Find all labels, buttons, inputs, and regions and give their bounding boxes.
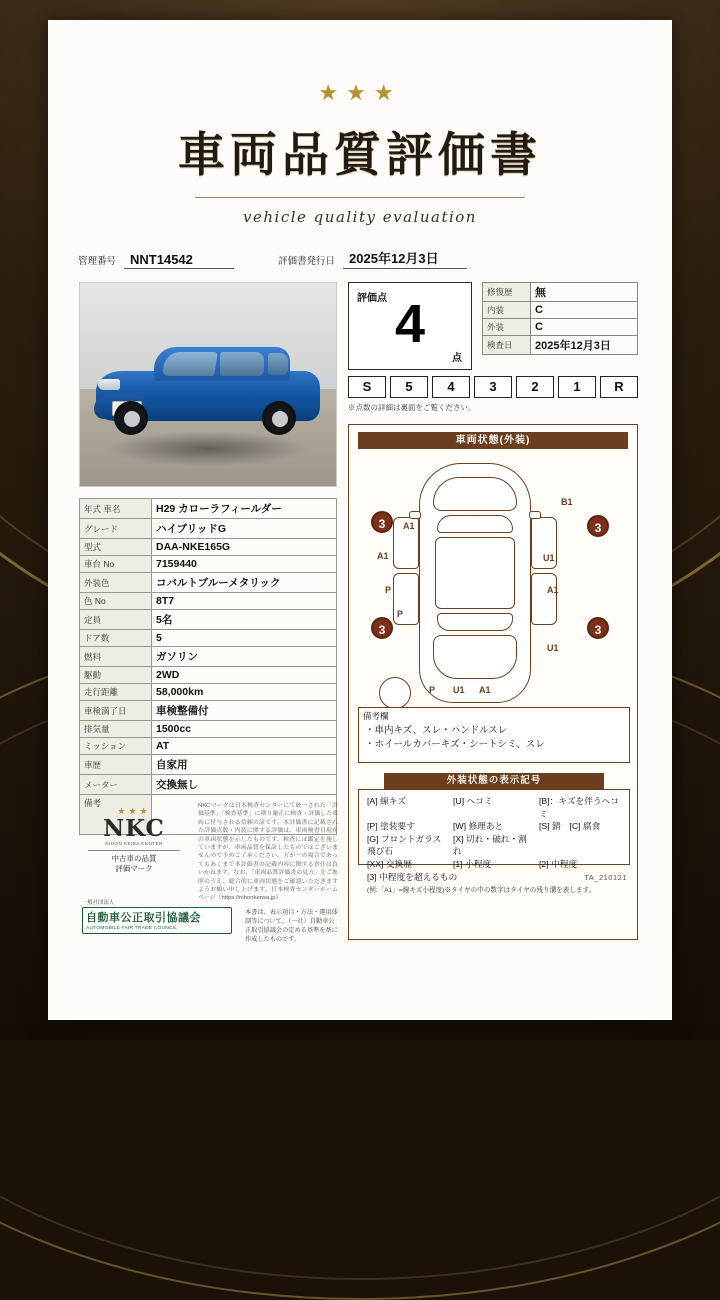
table-row (80, 610, 337, 630)
tire-marker-rear-right: 3 (587, 617, 609, 639)
scale-cell: 4 (432, 376, 470, 398)
spec-key: 走行距離 (80, 684, 152, 701)
legend-note: (例:「A1」=線キズ小程度)※タイヤの中の数字はタイヤの残り溝を表します。 (367, 887, 596, 895)
spec-key: 車検満了日 (80, 701, 152, 721)
control-no-label: 管理番号 (78, 256, 117, 267)
legend-item: [XX] 交換歴 (367, 858, 412, 869)
nkc-divider (88, 850, 180, 851)
afc-badge (82, 898, 232, 934)
spec-value: 5 (152, 630, 337, 647)
spec-value: 58,000km (152, 684, 337, 701)
remarks-box (358, 707, 630, 763)
spec-key: 駆動 (80, 667, 152, 684)
car-illustration (92, 345, 324, 441)
title-divider (195, 197, 525, 198)
spec-key: ドア数 (80, 630, 152, 647)
afc-logo-box (82, 907, 232, 934)
afc-disclaimer-text: 本書は、表示項目・方法・運用体制等について、（一社）自動車公正取引協議会の定める基準を基に作成したものです。 (245, 909, 338, 943)
evaluation-score-box (348, 282, 472, 370)
damage-code: P (397, 609, 404, 619)
document-code: TA_210121 (584, 873, 627, 882)
table-row (80, 573, 337, 593)
spec-value: 自家用 (152, 755, 337, 775)
damage-code: B1 (561, 497, 573, 507)
eval-value: 無 (531, 283, 638, 302)
remark-line: ・ホイールカバーキズ・シートシミ、スレ (365, 739, 545, 750)
damage-code: U1 (453, 685, 465, 695)
table-row (483, 336, 638, 355)
car-window-mid (220, 352, 264, 376)
diagram-hood (433, 477, 517, 511)
damage-code: P (385, 585, 392, 595)
diagram-windshield (437, 515, 513, 533)
damage-code: A1 (547, 585, 559, 595)
spec-key: 車台 No (80, 556, 152, 573)
legend-item: [1] 小程度 (453, 858, 492, 869)
remarks-content (365, 724, 545, 752)
nkc-logo-subtitle: NIHON KEIBA CENTER (105, 841, 163, 847)
spec-key: 色 No (80, 593, 152, 610)
car-headlight (98, 379, 120, 390)
legend-item: [X] 切れ・破れ・割れ (453, 833, 527, 857)
nkc-logo: NKC (103, 815, 165, 842)
diagram-mirror-left (409, 511, 421, 519)
table-row (80, 556, 337, 573)
table-row (80, 667, 337, 684)
spec-key: 排気量 (80, 721, 152, 738)
legend-grid (367, 795, 621, 883)
vehicle-photo (79, 282, 337, 487)
spec-key: 車歴 (80, 755, 152, 775)
spec-key: グレード (80, 519, 152, 539)
damage-code: P (429, 685, 436, 695)
scale-note: ※点数の詳細は裏面をご覧ください。 (348, 403, 476, 412)
table-row (80, 721, 337, 738)
score-label: 評価点 (357, 293, 387, 304)
afc-name-en: AUTOMOBILE FAIR TRADE COUNCIL (86, 926, 178, 931)
nkc-badge (82, 806, 186, 874)
spec-key: 年式 車名 (80, 499, 152, 519)
legend-item: [B]：キズを伴うヘコミ (539, 796, 619, 819)
table-row (80, 630, 337, 647)
legend-item: [U] ヘコミ (453, 796, 493, 806)
diagram-title: 車両状態(外装) (358, 432, 628, 449)
table-row (483, 319, 638, 336)
scale-cell: 3 (474, 376, 512, 398)
car-wheel-front (114, 401, 148, 435)
diagram-rear-window (437, 613, 513, 631)
damage-code: U1 (543, 553, 555, 563)
score-scale (348, 376, 638, 398)
table-row (80, 738, 337, 755)
car-wheel-rear (262, 401, 296, 435)
issue-date-value: 2025年12月3日 (343, 248, 467, 269)
spec-value: コバルトブルーメタリック (152, 573, 337, 593)
eval-value: 2025年12月3日 (531, 336, 638, 355)
table-row (483, 302, 638, 319)
spec-key: 外装色 (80, 573, 152, 593)
table-row (80, 775, 337, 795)
spec-value: ハイブリッドG (152, 519, 337, 539)
scale-cell: R (600, 376, 638, 398)
spec-value: DAA-NKE165G (152, 539, 337, 556)
car-window-rear (268, 353, 288, 375)
scale-cell: 2 (516, 376, 554, 398)
legend-item: [A] 線キズ (367, 796, 406, 806)
table-row (80, 755, 337, 775)
eval-value: C (531, 302, 638, 319)
exterior-condition-panel (348, 424, 638, 940)
diagram-spare-tire (379, 677, 411, 709)
car-window-front (162, 352, 218, 376)
evaluation-summary-table (482, 282, 638, 355)
tire-marker-rear-left: 3 (371, 617, 393, 639)
afc-name-jp: 自動車公正取引協議会 (86, 912, 201, 924)
spec-key: ミッション (80, 738, 152, 755)
tire-marker-front-left: 3 (371, 511, 393, 533)
page-title: 車両品質評価書 (178, 128, 542, 183)
tire-marker-front-right: 3 (587, 515, 609, 537)
damage-code: A1 (403, 521, 415, 531)
eval-key: 修復歴 (483, 283, 531, 302)
spec-value: 車検整備付 (152, 701, 337, 721)
spec-value: 5名 (152, 610, 337, 630)
damage-code: A1 (377, 551, 389, 561)
remarks-label: 備考欄 (363, 711, 389, 721)
diagram-roof (435, 537, 515, 609)
spec-value: 7159440 (152, 556, 337, 573)
spec-value: 交換無し (152, 775, 337, 795)
legend-item: [3] 中程度を超えるもの (367, 871, 458, 882)
score-value: 4 (394, 294, 426, 354)
nkc-caption-line2: 評価マーク (115, 864, 153, 874)
document-sheet (48, 20, 672, 1020)
legend-title: 外装状態の表示記号 (384, 773, 604, 789)
nkc-disclaimer-text: NKCマークは日本検査センターにて統一された「評価基準」「検査基準」に則り厳正に検査・評価した車両に付与される信頼の証です。本評価書に記載された評価点数・内装に関する評価は、車両検査日現在の車両状態を示したものです。検査には鑑定を施していますが、車両品質を保証したものではございませんので予めご了承ください。万が一の場合であってもあくまで本評価書の記載内容に関する責任は負いかねます。なお、「車両品質評価書の見方」をご参照のうえ、総合的に車両状態をご確認いただきますようお願い申し上げます。日本検査センターホームページ（https://nihonkensa.jp） (198, 803, 338, 902)
table-row (483, 283, 638, 302)
spec-key: メーター (80, 775, 152, 795)
spec-value: ガソリン (152, 647, 337, 667)
scale-cell: 1 (558, 376, 596, 398)
spec-value: 2WD (152, 667, 337, 684)
eval-key: 検査日 (483, 336, 531, 355)
eval-key: 内装 (483, 302, 531, 319)
score-unit: 点 (452, 353, 462, 364)
control-no-value: NNT14542 (124, 252, 234, 269)
vehicle-spec-table (79, 498, 337, 835)
legend-item: [W] 修理あと (453, 821, 504, 832)
table-row (80, 701, 337, 721)
diagram-door-rear-right (531, 573, 557, 625)
table-row (80, 684, 337, 701)
legend-item: [P] 塗装要す (367, 821, 415, 832)
spec-value: H29 カローラフィールダー (152, 499, 337, 519)
scale-cell: S (348, 376, 386, 398)
document-meta (78, 248, 638, 269)
legend-item: [G] フロントガラス飛び石 (367, 833, 442, 857)
spec-key: 型式 (80, 539, 152, 556)
spec-key: 定員 (80, 610, 152, 630)
table-row (80, 519, 337, 539)
spec-value: 1500cc (152, 721, 337, 738)
eval-key: 外装 (483, 319, 531, 336)
spec-key: 備考 (80, 795, 152, 835)
diagram-mirror-right (529, 511, 541, 519)
vehicle-diagram (357, 455, 629, 713)
table-row (80, 647, 337, 667)
legend-item: [2] 中程度 (539, 858, 578, 869)
spec-key: 燃料 (80, 647, 152, 667)
spec-value: AT (152, 738, 337, 755)
page-subtitle: vehicle quality evaluation (243, 208, 477, 226)
damage-code: A1 (479, 685, 491, 695)
star-rating-icon: ★★★ (318, 80, 402, 105)
nkc-caption-line1: 中古車の品質 (111, 854, 157, 864)
diagram-trunk (433, 635, 517, 679)
afc-prefix: 一般社団法人 (82, 900, 115, 906)
eval-value: C (531, 319, 638, 336)
legend-item (539, 833, 621, 858)
spec-value: 8T7 (152, 593, 337, 610)
issue-date-label: 評価書発行日 (278, 256, 336, 267)
table-row (80, 499, 337, 519)
table-row (80, 539, 337, 556)
damage-code: U1 (547, 643, 559, 653)
scale-cell: 5 (390, 376, 428, 398)
legend-item: [S] 錆 [C] 腐食 (539, 821, 601, 832)
table-row (80, 593, 337, 610)
nkc-stars-icon: ★★★ (117, 806, 151, 816)
remark-line: ・車内キズ、スレ・ハンドルスレ (365, 725, 508, 736)
